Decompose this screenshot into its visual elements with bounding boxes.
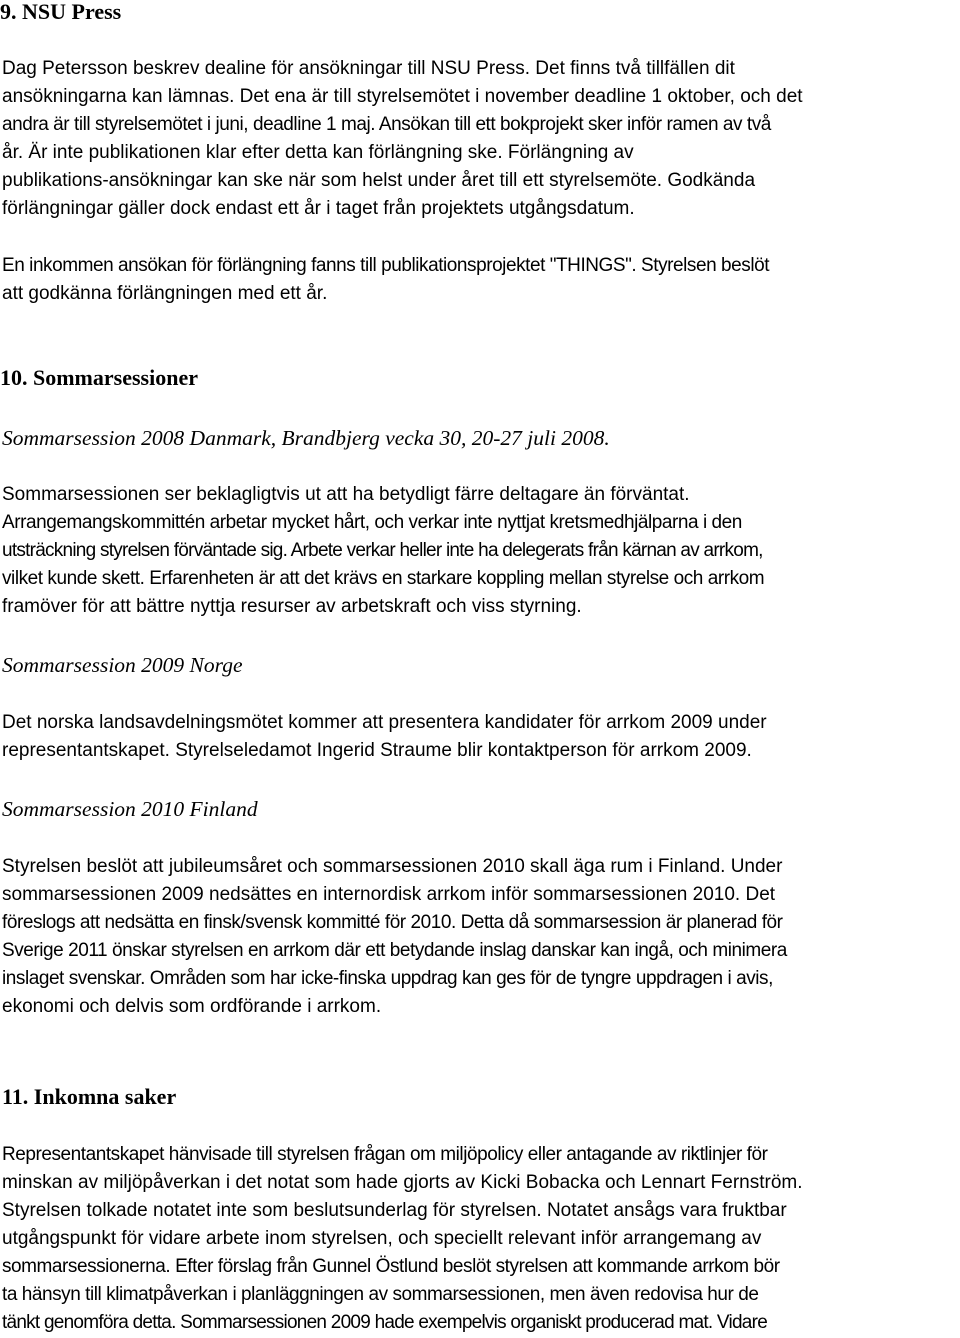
section-9-heading: 9. NSU Press — [0, 0, 122, 24]
session-2008-paragraph — [2, 481, 958, 621]
text-line: ekonomi och delvis som ordförande i arrkom. — [2, 996, 382, 1017]
text-line: inslaget svenskar. Områden som har icke-finska uppdrag kan ges för de tyngre uppdragen i avis, — [2, 968, 773, 989]
text-line: Det norska landsavdelningsmötet kommer att presentera kandidater för arrkom 2009 under — [2, 712, 767, 733]
nsu-press-paragraph — [2, 55, 958, 223]
section-11-heading: 11. Inkomna saker — [2, 1084, 177, 1109]
text-line: sommarsessionerna. Efter förslag från Gunnel Östlund beslöt styrelsen att kommande arrkom bör — [2, 1256, 780, 1277]
text-line: år. Är inte publikationen klar efter detta kan förlängning ske. Förlängning av — [2, 142, 634, 163]
text-line: Styrelsen tolkade notatet inte som beslutsunderlag för styrelsen. Notatet ansågs vara fruktbar — [2, 1200, 787, 1221]
text-line: förlängningar gäller dock endast ett år i taget från projektets utgångsdatum. — [2, 198, 635, 219]
text-line: vilket kunde skett. Erfarenheten är att det krävs en starkare koppling mellan styrelse och arrkom — [2, 568, 765, 589]
subheading-2009: Sommarsession 2009 Norge — [2, 653, 243, 677]
text-line: framöver för att bättre nyttja resurser av arbetskraft och viss styrning. — [2, 596, 582, 617]
text-line: utsträckning styrelsen förväntade sig. Arbete verkar heller inte ha delegerats från kärnan av arrkom, — [2, 540, 763, 561]
text-line: utgångspunkt för vidare arbete inom styrelsen, och speciellt relevant inför arrangemang av — [2, 1228, 762, 1249]
subheading-2010: Sommarsession 2010 Finland — [2, 797, 258, 821]
session-2009-paragraph — [2, 709, 958, 765]
text-line: sommarsessionen 2009 nedsättes en internordisk arrkom inför sommarsessionen 2010. Det — [2, 884, 776, 905]
text-line: En inkommen ansökan för förlängning fanns till publikationsprojektet "THINGS". Styrelsen beslöt — [2, 255, 770, 276]
text-line: andra är till styrelsemötet i juni, deadline 1 maj. Ansökan till ett bokprojekt sker inför ramen av två — [2, 114, 771, 135]
text-line: tänkt genomföra detta. Sommarsessionen 2009 hade exempelvis organiskt producerad mat. Vidare — [2, 1312, 768, 1333]
things-extension-paragraph — [2, 252, 958, 308]
text-line: ansökningarna kan lämnas. Det ena är till styrelsemötet i november deadline 1 oktober, och det — [2, 86, 803, 107]
text-line: föreslogs att nedsätta en finsk/svensk kommitté för 2010. Detta då sommarsession är planerad för — [2, 912, 783, 933]
text-line: Sommarsessionen ser beklagligtvis ut att ha betydligt färre deltagare än förväntat. — [2, 484, 690, 505]
session-2010-paragraph — [2, 853, 958, 1021]
text-line: Arrangemangskommittén arbetar mycket hårt, och verkar inte nyttjat kretsmedhjälparna i den — [2, 512, 742, 533]
text-line: minskan av miljöpåverkan i det notat som hade gjorts av Kicki Bobacka och Lennart Fernström. — [2, 1172, 803, 1193]
text-line: att godkänna förlängningen med ett år. — [2, 283, 328, 304]
text-line: Representantskapet hänvisade till styrelsen frågan om miljöpolicy eller antagande av riktlinjer för — [2, 1144, 768, 1165]
section-10-heading: 10. Sommarsessioner — [0, 365, 198, 390]
text-line: ta hänsyn till klimatpåverkan i planläggningen av sommarsessionen, men även redovisa hur de — [2, 1284, 759, 1305]
incoming-matters-paragraph — [2, 1141, 958, 1337]
text-line: Dag Petersson beskrev dealine för ansökningar till NSU Press. Det finns två tillfällen dit — [2, 58, 735, 79]
text-line: representantskapet. Styrelseledamot Ingerid Straume blir kontaktperson för arrkom 2009. — [2, 740, 752, 761]
text-line: Sverige 2011 önskar styrelsen en arrkom där ett betydande inslag danskar kan ingå, och minimera — [2, 940, 787, 961]
text-line: Styrelsen beslöt att jubileumsåret och sommarsessionen 2010 skall äga rum i Finland. Under — [2, 856, 783, 877]
subheading-2008: Sommarsession 2008 Danmark, Brandbjerg vecka 30, 20-27 juli 2008. — [2, 426, 610, 450]
text-line: publikations-ansökningar kan ske när som helst under året till ett styrelsemöte. Godkända — [2, 170, 756, 191]
